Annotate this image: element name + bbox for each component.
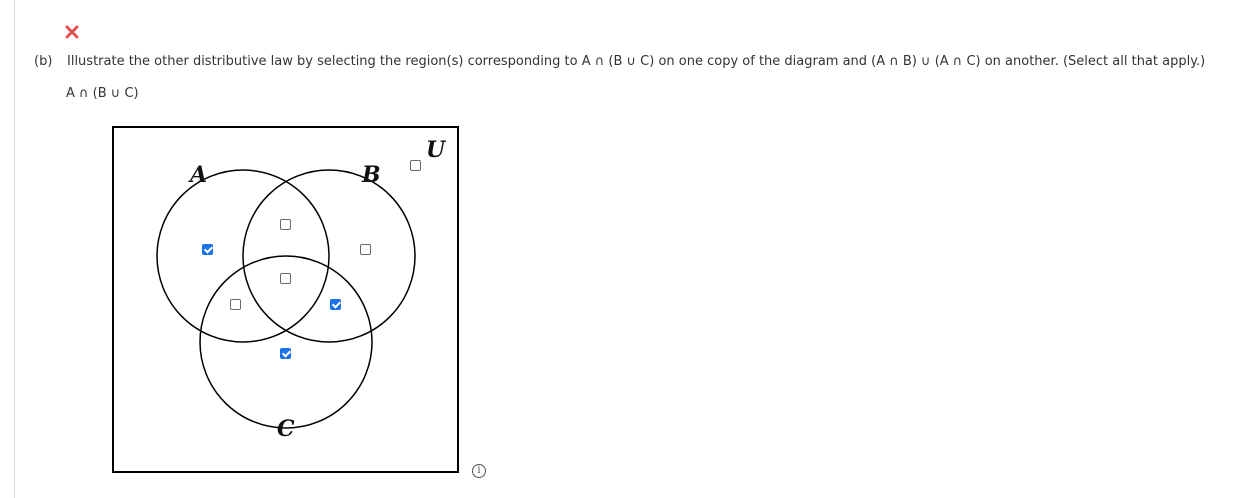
left-border bbox=[14, 0, 15, 498]
diagram-title: A ∩ (B ∪ C) bbox=[66, 86, 139, 101]
question-text: Illustrate the other distributive law by selecting the region(s) corresponding to A ∩ (B ∪ C) on one copy of the diagram and (A ∩ B) ∪ (A ∩ C) on another. (Select all that apply.) bbox=[67, 54, 1206, 69]
region-b-and-c-checkbox[interactable] bbox=[330, 299, 341, 310]
region-b-only-checkbox[interactable] bbox=[360, 244, 371, 255]
region-a-only-checkbox[interactable] bbox=[202, 244, 213, 255]
region-a-and-c-checkbox[interactable] bbox=[230, 299, 241, 310]
info-icon[interactable]: i bbox=[472, 464, 486, 478]
set-c-label: C bbox=[277, 416, 295, 442]
region-u-only-checkbox[interactable] bbox=[410, 160, 421, 171]
region-a-and-b-checkbox[interactable] bbox=[280, 219, 291, 230]
question-prompt bbox=[34, 54, 1205, 69]
set-b-label: B bbox=[362, 162, 381, 188]
region-c-only-checkbox[interactable] bbox=[280, 348, 291, 359]
set-a-label: A bbox=[190, 162, 208, 188]
venn-diagram bbox=[112, 126, 459, 473]
region-a-b-c-checkbox[interactable] bbox=[280, 273, 291, 284]
universe-label: U bbox=[426, 137, 446, 163]
question-part-label: (b) bbox=[34, 54, 53, 69]
incorrect-x-icon bbox=[64, 24, 80, 40]
